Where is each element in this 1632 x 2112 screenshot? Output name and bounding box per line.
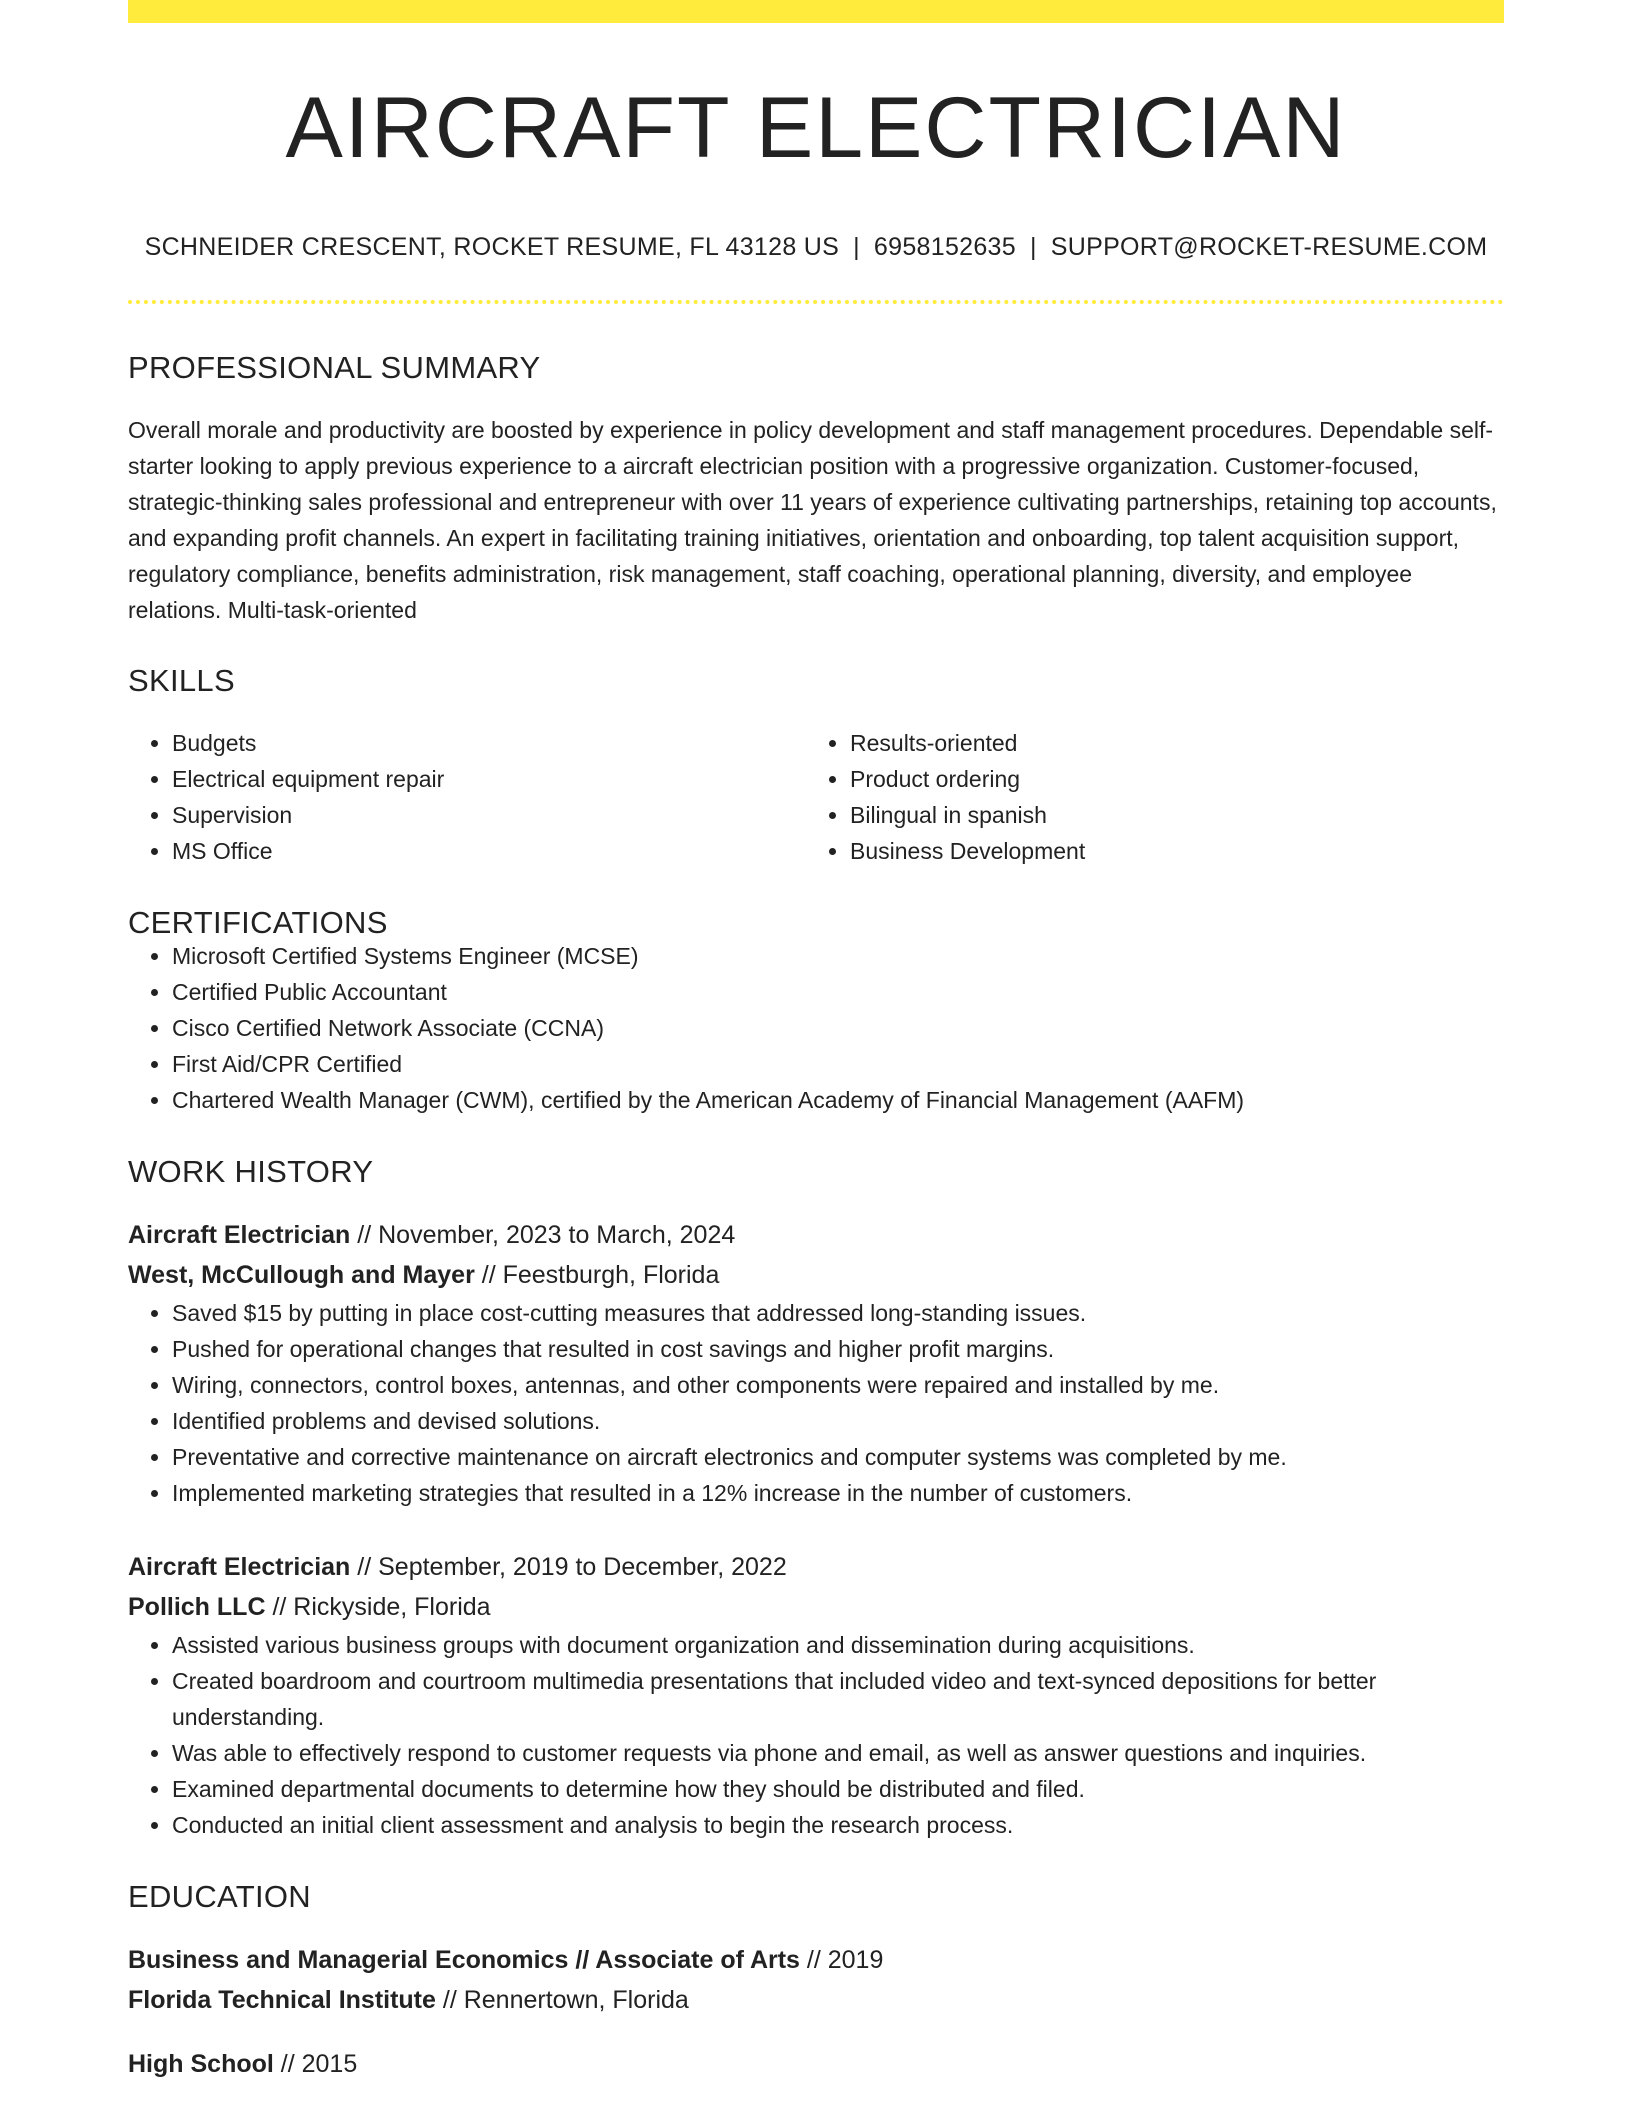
job-company-line [128, 1587, 1504, 1627]
job-location: // Rickyside, Florida [265, 1593, 491, 1621]
job-location: // Feestburgh, Florida [474, 1261, 720, 1289]
job-bullet: • Pushed for operational changes that resulted in cost savings and higher profit margins. [172, 1331, 1504, 1367]
certification-item: • Certified Public Accountant [172, 974, 1504, 1010]
job-bullets [128, 1627, 1504, 1843]
job-bullet: • Examined departmental documents to determine how they should be distributed and filed. [172, 1771, 1504, 1807]
contact-separator: | [853, 233, 860, 261]
skill-item: • Results-oriented [850, 725, 1484, 761]
contact-line [128, 235, 1504, 260]
job-bullet: • Wiring, connectors, control boxes, antennas, and other components were repaired and installed by me. [172, 1367, 1504, 1403]
education-year: // 2019 [799, 1946, 884, 1974]
job-entry [128, 1215, 1504, 1511]
education-year: // 2015 [273, 2050, 358, 2078]
job-role: Aircraft Electrician [128, 1221, 351, 1249]
skill-item: • Bilingual in spanish [850, 797, 1484, 833]
job-bullet: • Saved $15 by putting in place cost-cutting measures that addressed long-standing issues. [172, 1295, 1504, 1331]
job-bullet: • Implemented marketing strategies that resulted in a 12% increase in the number of customers. [172, 1475, 1504, 1511]
job-bullet: • Conducted an initial client assessment and analysis to begin the research process. [172, 1807, 1504, 1843]
skills-heading: SKILLS [128, 663, 235, 698]
dotted-divider [128, 300, 1504, 304]
certifications-list [128, 938, 1504, 1118]
job-company: West, McCullough and Mayer [128, 1261, 475, 1289]
summary-heading: PROFESSIONAL SUMMARY [128, 350, 541, 385]
skill-item: • Electrical equipment repair [172, 761, 806, 797]
education-degree: High School [128, 2050, 274, 2078]
education-entry [128, 1940, 1504, 2020]
certification-item: • Microsoft Certified Systems Engineer (MCSE) [172, 938, 1504, 974]
skill-item: • Supervision [172, 797, 806, 833]
education-school: Florida Technical Institute [128, 1986, 436, 2014]
education-location: // Rennertown, Florida [435, 1986, 689, 2014]
job-dates: // September, 2019 to December, 2022 [350, 1553, 787, 1581]
contact-separator: | [1029, 233, 1037, 261]
skill-item: • Business Development [850, 833, 1484, 869]
skill-item: • Product ordering [850, 761, 1484, 797]
job-bullet: • Created boardroom and courtroom multimedia presentations that included video and text-synced depositions for better understanding. [172, 1663, 1504, 1735]
education-entry [128, 2044, 1504, 2084]
certifications-heading: CERTIFICATIONS [128, 905, 388, 940]
certification-item: • First Aid/CPR Certified [172, 1046, 1504, 1082]
resume-page [128, 0, 1504, 2084]
resume-name: AIRCRAFT ELECTRICIAN [285, 80, 1347, 176]
job-bullet: • Assisted various business groups with document organization and dissemination during acquisitions. [172, 1627, 1504, 1663]
skills-grid [128, 725, 1504, 869]
job-company-line [128, 1255, 1504, 1295]
job-company: Pollich LLC [128, 1593, 266, 1621]
accent-bar [128, 0, 1504, 23]
summary-text: Overall morale and productivity are boosted by experience in policy development and staff management procedures. Dependable self-starter looking to apply previous experience to a aircraft electrician position with a progressive organization. Customer-focused, strategic-thinking sales professional and entrepreneur with over 11 years of experience cultivating partnerships, retaining top accounts, and expanding profit channels. An expert in facilitating training initiatives, orientation and onboarding, top talent acquisition support, regulatory compliance, benefits administration, risk management, staff coaching, operational planning, diversity, and employee relations. Multi-task-oriented [128, 417, 1497, 623]
skills-column-right [806, 725, 1484, 869]
education-degree-line [128, 1940, 1504, 1980]
job-dates: // November, 2023 to March, 2024 [350, 1221, 736, 1249]
education-degree-line [128, 2044, 1504, 2084]
job-role: Aircraft Electrician [128, 1553, 351, 1581]
job-entry [128, 1547, 1504, 1843]
job-bullet: • Was able to effectively respond to customer requests via phone and email, as well as answer questions and inquiries. [172, 1735, 1504, 1771]
skill-item: • Budgets [172, 725, 806, 761]
contact-phone: 6958152635 [873, 233, 1016, 261]
job-bullets [128, 1295, 1504, 1511]
job-title-line [128, 1547, 1504, 1587]
certification-item: • Chartered Wealth Manager (CWM), certified by the American Academy of Financial Management (AAFM) [172, 1082, 1504, 1118]
contact-address: SCHNEIDER CRESCENT, ROCKET RESUME, FL 43128 US [144, 233, 840, 261]
skills-column-left [128, 725, 806, 869]
job-bullet: • Identified problems and devised solutions. [172, 1403, 1504, 1439]
education-heading: EDUCATION [128, 1879, 311, 1914]
certification-item: • Cisco Certified Network Associate (CCNA) [172, 1010, 1504, 1046]
contact-email[interactable]: SUPPORT@ROCKET-RESUME.COM [1050, 233, 1488, 261]
skill-item: • MS Office [172, 833, 806, 869]
education-degree: Business and Managerial Economics // Associate of Arts [128, 1946, 800, 1974]
education-school-line [128, 1980, 1504, 2020]
job-bullet: • Preventative and corrective maintenance on aircraft electronics and computer systems was completed by me. [172, 1439, 1504, 1475]
job-title-line [128, 1215, 1504, 1255]
work-history-heading: WORK HISTORY [128, 1154, 374, 1189]
